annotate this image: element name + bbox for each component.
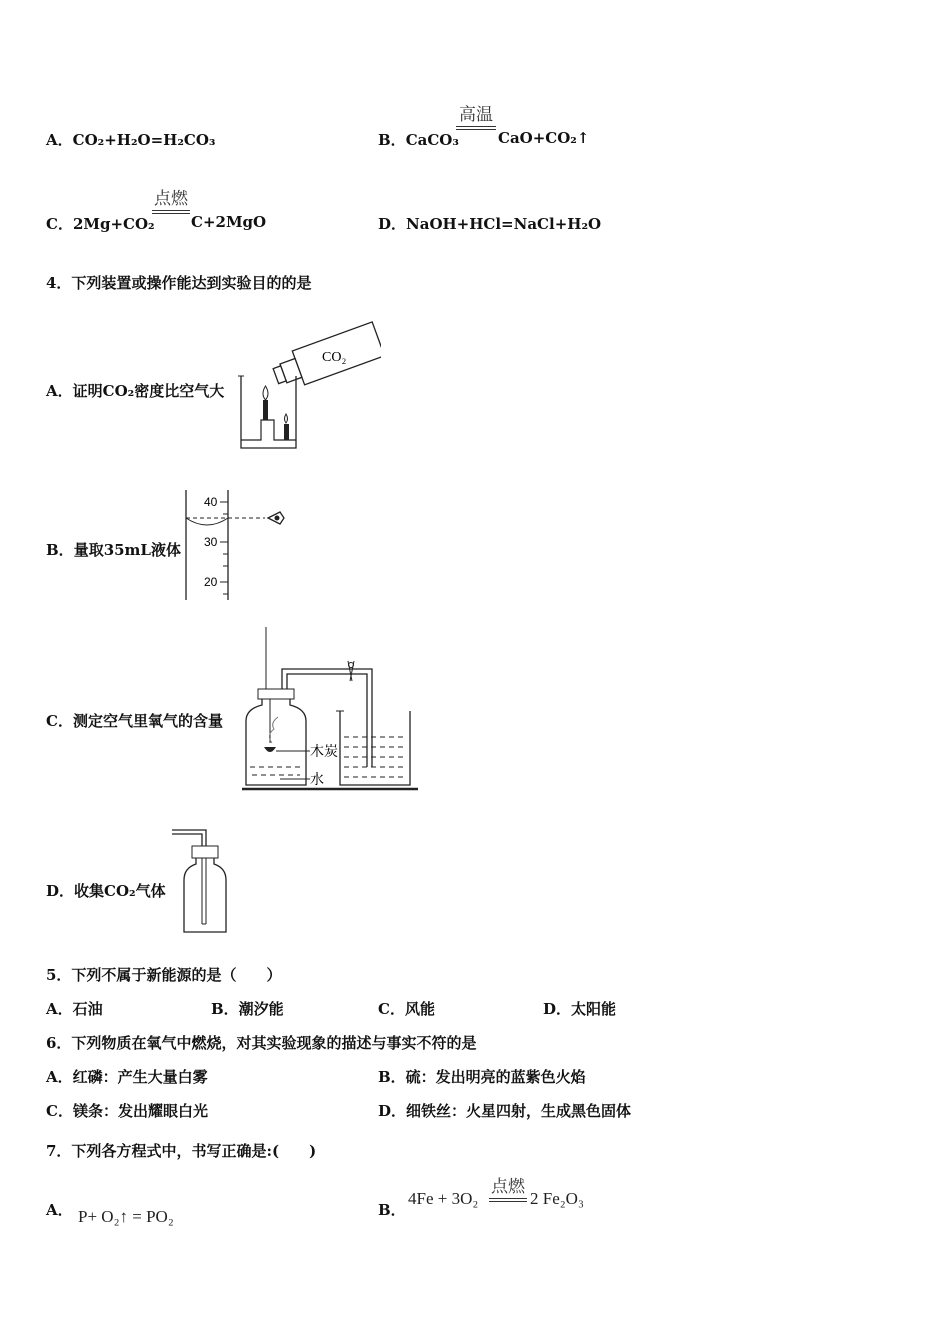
q4-option-d: D．收集CO₂气体 [46, 882, 166, 900]
q7-stem: 7．下列各方程式中，书写正确是:( ) [46, 1142, 317, 1160]
q5-option-b: B．潮汐能 [211, 1000, 284, 1018]
q3-option-d: D．NaOH+HCl=NaCl+H₂O [378, 215, 602, 233]
q3-option-b-condition: 高温 [456, 100, 496, 130]
tick-20: 20 [204, 575, 218, 589]
tick-40: 40 [204, 495, 218, 509]
q6-option-d: D．细铁丝：火星四射，生成黑色固体 [378, 1102, 632, 1120]
q7-option-b-condition: 点燃 [489, 1172, 527, 1202]
graduated-cylinder-figure [180, 488, 290, 602]
tick-30: 30 [204, 535, 218, 549]
q6-option-b: B．硫：发出明亮的蓝紫色火焰 [378, 1068, 586, 1086]
q4-option-b: B．量取35mL液体 [46, 541, 181, 559]
q5-option-c: C．风能 [378, 1000, 435, 1018]
co2-bottle-label: CO₂ [322, 350, 347, 365]
q3-option-c-products: C+2MgO [191, 213, 267, 231]
q3-option-b: B．CaCO₃ [378, 131, 459, 149]
q5-option-d: D．太阳能 [543, 1000, 617, 1018]
gas-collection-bottle-figure [168, 826, 238, 936]
q4-stem: 4．下列装置或操作能达到实验目的的是 [46, 274, 312, 292]
clamp-icon [348, 661, 354, 681]
q6-option-a: A．红磷：产生大量白雾 [46, 1068, 208, 1086]
q6-option-c: C．镁条：发出耀眼白光 [46, 1102, 208, 1120]
q7-option-a-label: A． [46, 1201, 73, 1219]
q5-option-a: A．石油 [46, 1000, 103, 1018]
charcoal-label: 木炭 [310, 744, 338, 760]
oxygen-content-apparatus-figure [240, 625, 420, 795]
co2-pouring-figure [236, 320, 381, 452]
q4-option-a: A．证明CO₂密度比空气大 [46, 382, 225, 400]
q3-option-c-condition: 点燃 [152, 184, 190, 214]
eye-icon [268, 512, 284, 524]
q6-stem: 6．下列物质在氧气中燃烧，对其实验现象的描述与事实不符的是 [46, 1034, 477, 1052]
q7-option-b-label: B． [378, 1201, 406, 1219]
q3-option-c: C．2Mg+CO₂ [46, 215, 155, 233]
water-label: 水 [310, 772, 324, 788]
q7-option-b-products: 2 Fe₂O₃ [530, 1189, 584, 1208]
q7-option-b-reactants: 4Fe + 3O₂ [408, 1189, 479, 1208]
q3-option-a-equation: CO₂+H₂O=H₂CO₃ [72, 131, 216, 149]
q3-option-b-products: CaO+CO₂↑ [498, 129, 590, 147]
q4-option-c: C．测定空气里氧气的含量 [46, 712, 223, 730]
q3-option-a: A．CO₂+H₂O=H₂CO₃ [46, 131, 216, 149]
q5-stem: 5．下列不属于新能源的是（ ） [46, 966, 282, 984]
q7-option-a-equation: P+ O₂↑ = PO₂ [78, 1207, 174, 1226]
